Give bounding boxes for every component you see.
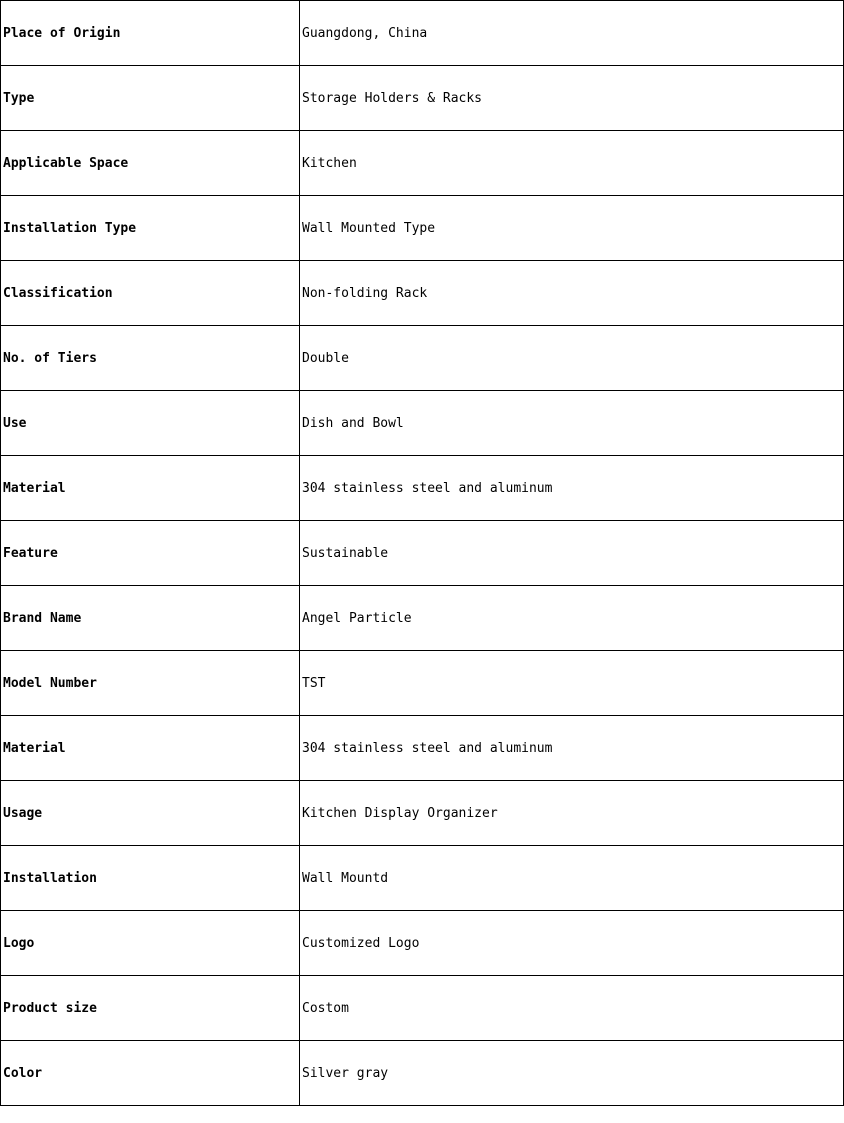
table-row <box>1 196 844 261</box>
spec-value: Costom <box>300 976 844 1041</box>
table-row <box>1 66 844 131</box>
table-row <box>1 911 844 976</box>
spec-value: Double <box>300 326 844 391</box>
spec-label: Color <box>1 1041 300 1106</box>
spec-value: Sustainable <box>300 521 844 586</box>
table-row <box>1 391 844 456</box>
spec-value: Kitchen Display Organizer <box>300 781 844 846</box>
spec-label: Place of Origin <box>1 1 300 66</box>
table-row <box>1 456 844 521</box>
spec-label: Logo <box>1 911 300 976</box>
table-row <box>1 586 844 651</box>
spec-table-body <box>1 1 844 1106</box>
spec-value: Customized Logo <box>300 911 844 976</box>
spec-label: Use <box>1 391 300 456</box>
spec-label: Model Number <box>1 651 300 716</box>
table-row <box>1 326 844 391</box>
spec-value: Dish and Bowl <box>300 391 844 456</box>
spec-value: Wall Mounted Type <box>300 196 844 261</box>
spec-value: Kitchen <box>300 131 844 196</box>
table-row <box>1 131 844 196</box>
spec-label: Brand Name <box>1 586 300 651</box>
spec-value: Wall Mountd <box>300 846 844 911</box>
spec-label: Applicable Space <box>1 131 300 196</box>
spec-label: Feature <box>1 521 300 586</box>
spec-value: Angel Particle <box>300 586 844 651</box>
table-row <box>1 521 844 586</box>
table-row <box>1 261 844 326</box>
spec-label: Usage <box>1 781 300 846</box>
table-row <box>1 651 844 716</box>
spec-value: 304 stainless steel and aluminum <box>300 456 844 521</box>
spec-label: Product size <box>1 976 300 1041</box>
spec-label: Material <box>1 716 300 781</box>
table-row <box>1 781 844 846</box>
spec-label: No. of Tiers <box>1 326 300 391</box>
table-row <box>1 1 844 66</box>
spec-value: 304 stainless steel and aluminum <box>300 716 844 781</box>
spec-value: Non-folding Rack <box>300 261 844 326</box>
spec-value: Storage Holders & Racks <box>300 66 844 131</box>
spec-value: Silver gray <box>300 1041 844 1106</box>
spec-label: Installation <box>1 846 300 911</box>
spec-label: Type <box>1 66 300 131</box>
table-row <box>1 716 844 781</box>
spec-label: Material <box>1 456 300 521</box>
table-row <box>1 1041 844 1106</box>
spec-label: Installation Type <box>1 196 300 261</box>
table-row <box>1 976 844 1041</box>
spec-value: Guangdong, China <box>300 1 844 66</box>
table-row <box>1 846 844 911</box>
spec-label: Classification <box>1 261 300 326</box>
spec-value: TST <box>300 651 844 716</box>
